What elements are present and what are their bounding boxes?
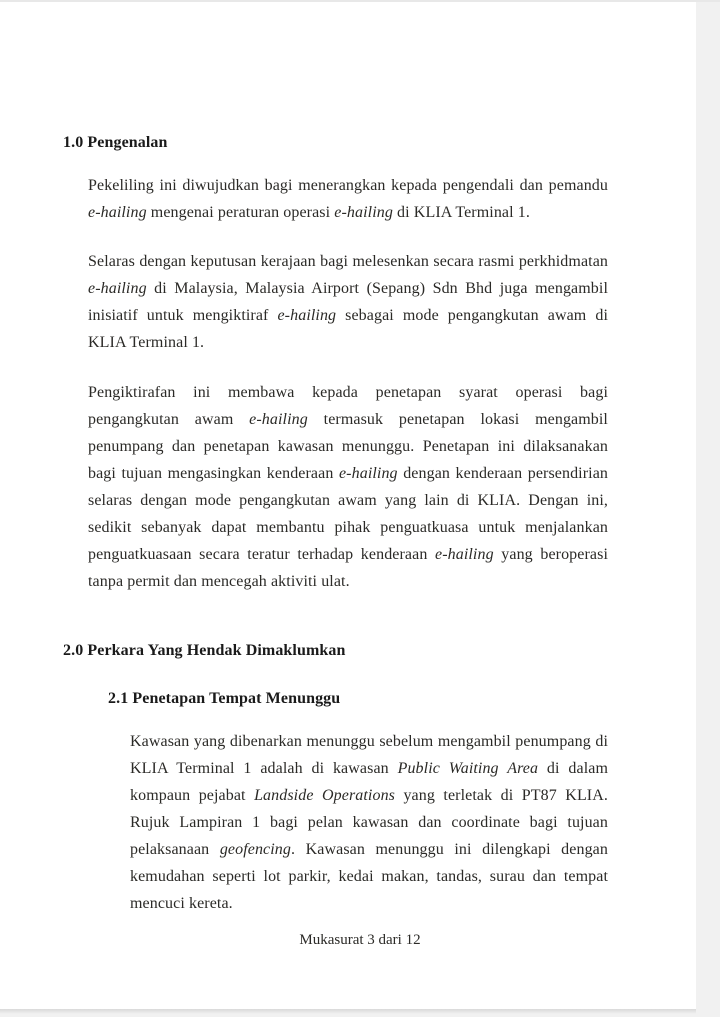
page-bottom-shadow: [0, 1009, 696, 1014]
paragraph-pengenalan-2: Selaras dengan keputusan kerajaan bagi melesenkan secara rasmi perkhidmatan e-hailing di Malaysia, Malaysia Airport (Sepang) Sdn Bhd juga mengambil inisiatif untuk mengiktiraf e-hailing sebagai mode pengangkutan awam di KLIA Terminal 1.: [88, 253, 608, 351]
paragraph-tempat-menunggu: Kawasan yang dibenarkan menunggu sebelum mengambil penumpang di KLIA Terminal 1 adalah di kawasan Public Waiting Area di dalam kompaun pejabat Landside Operations yang terletak di PT87 KLIA. Rujuk Lampiran 1 bagi pelan kawasan dan coordinate bagi tujuan pelaksanaan geofencing. Kawasan menunggu ini dilengkapi dengan kemudahan seperti lot parkir, kedai makan, tandas, surau dan tempat mencuci kereta.: [130, 733, 608, 912]
section-heading-perkara: 2.0 Perkara Yang Hendak Dimaklumkan: [63, 642, 346, 659]
page-number-footer: Mukasurat 3 dari 12: [299, 932, 421, 948]
document-page: [0, 2, 696, 1009]
paragraph-pengenalan-1: Pekeliling ini diwujudkan bagi menerangkan kepada pengendali dan pemandu e-hailing mengenai peraturan operasi e-hailing di KLIA Terminal 1.: [88, 177, 608, 221]
subsection-heading-tempat-menunggu: 2.1 Penetapan Tempat Menunggu: [108, 690, 341, 707]
section-heading-pengenalan: 1.0 Pengenalan: [63, 134, 168, 151]
paragraph-pengenalan-3: Pengiktirafan ini membawa kepada penetapan syarat operasi bagi pengangkutan awam e-hailing termasuk penetapan lokasi mengambil penumpang dan penetapan kawasan menunggu. Penetapan ini dilaksanakan bagi tujuan mengasingkan kenderaan e-hailing dengan kenderaan persendirian selaras dengan mode pengangkutan awam yang lain di KLIA. Dengan ini, sedikit sebanyak dapat membantu pihak penguatkuasa untuk menjalankan penguatkuasaan secara teratur terhadap kenderaan e-hailing yang beroperasi tanpa permit dan mencegah aktiviti ulat.: [88, 384, 609, 590]
